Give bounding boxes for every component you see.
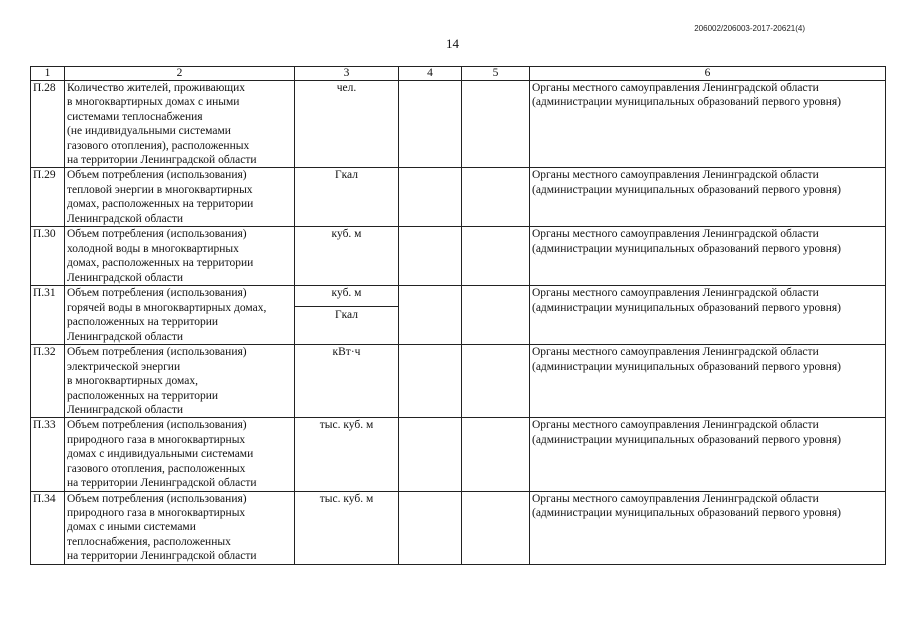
row-name: Объем потребления (использования) природного газа в многоквартирных домах с индивидуальными системами газового отопления, расположенных на территории Ленинградской области	[65, 418, 295, 491]
header-row	[31, 67, 886, 81]
row-col5	[462, 81, 530, 168]
row-col4	[399, 491, 462, 564]
row-code: П.29	[31, 168, 65, 227]
row-unit: тыс. куб. м	[295, 491, 399, 564]
row-name: Объем потребления (использования) тепловой энергии в многоквартирных домах, расположенных на территории Ленинградской области	[65, 168, 295, 227]
row-code: П.28	[31, 81, 65, 168]
row-col5	[462, 168, 530, 227]
unit-value: куб. м	[331, 287, 362, 300]
row-source: Органы местного самоуправления Ленинградской области (администрации муниципальных образований первого уровня)	[530, 491, 886, 564]
table-row	[31, 418, 886, 491]
column-header: 2	[65, 67, 295, 81]
table-row	[31, 286, 886, 345]
table-row	[31, 81, 886, 168]
row-col4	[399, 227, 462, 286]
row-source: Органы местного самоуправления Ленинградской области (администрации муниципальных образований первого уровня)	[530, 286, 886, 345]
row-unit: куб. м	[295, 227, 399, 286]
row-name: Объем потребления (использования) горячей воды в многоквартирных домах, расположенных на территории Ленинградской области	[65, 286, 295, 345]
row-name: Объем потребления (использования) холодной воды в многоквартирных домах, расположенных на территории Ленинградской области	[65, 227, 295, 286]
row-source: Органы местного самоуправления Ленинградской области (администрации муниципальных образований первого уровня)	[530, 345, 886, 418]
column-header: 5	[462, 67, 530, 81]
row-col4	[399, 81, 462, 168]
column-header: 3	[295, 67, 399, 81]
row-unit	[295, 286, 399, 345]
row-unit: кВт·ч	[295, 345, 399, 418]
row-unit: чел.	[295, 81, 399, 168]
unit-value: Гкал	[295, 306, 398, 322]
row-col5	[462, 418, 530, 491]
row-code: П.33	[31, 418, 65, 491]
row-source: Органы местного самоуправления Ленинградской области (администрации муниципальных образований первого уровня)	[530, 227, 886, 286]
row-code: П.31	[31, 286, 65, 345]
row-source: Органы местного самоуправления Ленинградской области (администрации муниципальных образований первого уровня)	[530, 81, 886, 168]
row-name: Объем потребления (использования) электрической энергии в многоквартирных домах, расположенных на территории Ленинградской области	[65, 345, 295, 418]
column-header: 6	[530, 67, 886, 81]
table-row	[31, 491, 886, 564]
row-col4	[399, 286, 462, 345]
row-source: Органы местного самоуправления Ленинградской области (администрации муниципальных образований первого уровня)	[530, 418, 886, 491]
row-code: П.30	[31, 227, 65, 286]
row-col4	[399, 168, 462, 227]
row-unit: Гкал	[295, 168, 399, 227]
row-unit: тыс. куб. м	[295, 418, 399, 491]
indicators-table	[30, 66, 886, 565]
table-row	[31, 227, 886, 286]
document-id: 206002/206003-2017-20621(4)	[694, 24, 805, 33]
row-col5	[462, 227, 530, 286]
page-number: 14	[446, 36, 459, 51]
table-row	[31, 168, 886, 227]
row-source: Органы местного самоуправления Ленинградской области (администрации муниципальных образований первого уровня)	[530, 168, 886, 227]
row-col4	[399, 345, 462, 418]
row-name: Объем потребления (использования) природного газа в многоквартирных домах с иными системами теплоснабжения, расположенных на территории Ленинградской области	[65, 491, 295, 564]
row-col4	[399, 418, 462, 491]
column-header: 4	[399, 67, 462, 81]
column-header: 1	[31, 67, 65, 81]
row-col5	[462, 491, 530, 564]
row-col5	[462, 286, 530, 345]
row-code: П.34	[31, 491, 65, 564]
row-name: Количество жителей, проживающих в многоквартирных домах с иными системами теплоснабжения (не индивидуальными системами газового отопления), расположенных на территории Ленинградской области	[65, 81, 295, 168]
table-body	[31, 81, 886, 565]
row-col5	[462, 345, 530, 418]
table-row	[31, 345, 886, 418]
row-code: П.32	[31, 345, 65, 418]
